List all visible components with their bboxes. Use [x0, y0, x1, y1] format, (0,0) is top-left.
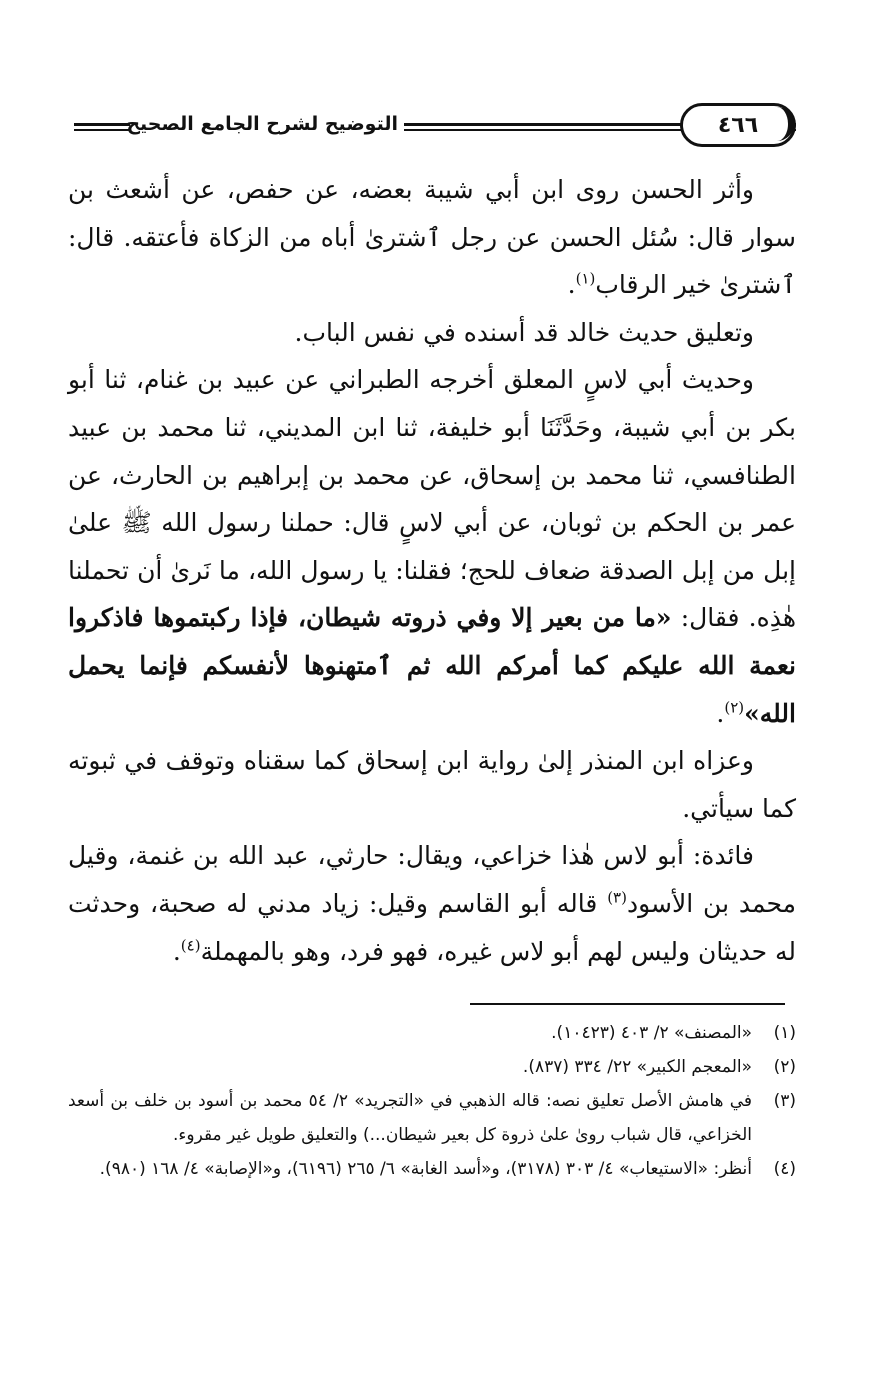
page-number: ٤٦٦	[680, 103, 796, 147]
footnote-item	[68, 1016, 796, 1050]
paragraph-text: وحديث أبي لاسٍ المعلق أخرجه الطبراني عن عبيد بن غنام، ثنا أبو بكر بن أبي شيبة، وحَدَّثَنَا أبو خليفة، ثنا ابن المديني، ثنا محمد بن عبيد الطنافسي، ثنا محمد بن إسحاق، عن محمد بن إبراهيم بن الحارث، عن عمر بن الحكم بن ثوبان، عن أبي لاسٍ قال: حملنا رسول الله ﷺ علىٰ إبل من إبل الصدقة ضعاف للحج؛ فقلنا: يا رسول الله، ما نَرىٰ أن تحملنا هٰذِه. فقال:	[68, 365, 797, 633]
footnote-ref[interactable]: (٢)	[724, 698, 745, 717]
paragraph-text: قاله أبو القاسم وقيل: زياد مدني له صحبة، وحدثت له حديثان وليس لهم أبو لاس غيره، فهو فرد، وهو بالمهملة	[68, 888, 796, 966]
paragraph-3	[68, 356, 796, 737]
paragraph-end: .	[172, 936, 181, 966]
footnote-item	[68, 1084, 796, 1152]
footnote-text: «المعجم الكبير» ٢٢/ ٣٣٤ (٨٣٧).	[522, 1057, 752, 1077]
footnote-text: «المصنف» ٢/ ٤٠٣ (١٠٤٢٣).	[551, 1023, 752, 1043]
paragraph-text: وأثر الحسن روى ابن أبي شيبة بعضه، عن حفص، عن أشعث بن سوار قال: سُئل الحسن عن رجل ٱشترىٰ أباه من الزكاة فأعتقه. قال: ٱشترىٰ خير الرقاب	[68, 175, 796, 300]
paragraph-1	[68, 166, 796, 309]
footnote-number: (٤)	[773, 1159, 796, 1179]
footnote-text: في هامش الأصل تعليق نصه: قاله الذهبي في «التجريد» ٢/ ٥٤ محمد بن أسود بن خلف بن أسعد الخزاعي، قال شباب روىٰ علىٰ ذروة كل بعير شيطان...) والتعليق طويل غير مقروء.	[68, 1091, 752, 1145]
header-rule-right	[790, 123, 796, 131]
footnotes	[68, 1016, 796, 1186]
page-header	[68, 103, 796, 151]
footnote-number: (٢)	[773, 1057, 796, 1077]
footnote-text: أنظر: «الاستيعاب» ٤/ ٣٠٣ (٣١٧٨)، و«أسد الغابة» ٦/ ٢٦٥ (٦١٩٦)، و«الإصابة» ٤/ ١٦٨ (٩٨٠).	[99, 1159, 752, 1179]
hadith-quote: «ما من بعير إلا وفي ذروته شيطان، فإذا ركبتموها فاذكروا نعمة الله عليكم كما أمركم الله ثم ٱمتهنوها لأنفسكم فإنما يحمل الله»	[68, 603, 796, 728]
footnote-item	[68, 1050, 796, 1084]
paragraph-end: .	[567, 270, 576, 300]
paragraph-end: .	[716, 698, 725, 728]
paragraph-5	[68, 832, 796, 975]
footnote-ref[interactable]: (٣)	[607, 888, 627, 907]
footnote-item	[68, 1152, 796, 1186]
paragraph-text: فائدة: أبو لاس هٰذا خزاعي، ويقال: حارثي، عبد الله بن غنمة، وقيل محمد بن الأسود	[68, 841, 796, 918]
paragraph-4: وعزاه ابن المنذر إلىٰ رواية ابن إسحاق كما سقناه وتوقف في ثبوته كما سيأتي.	[68, 746, 796, 823]
footnote-number: (٣)	[773, 1091, 796, 1111]
footnote-ref[interactable]: (٤)	[180, 936, 201, 955]
footnote-ref[interactable]: (١)	[575, 269, 596, 288]
footnote-number: (١)	[773, 1023, 796, 1043]
footnote-separator	[470, 1003, 785, 1005]
main-text	[68, 166, 796, 975]
running-title: التوضيح لشرح الجامع الصحيح	[126, 113, 398, 135]
header-rule-left	[74, 123, 130, 131]
paragraph-2: وتعليق حديث خالد قد أسنده في نفس الباب.	[294, 317, 754, 347]
